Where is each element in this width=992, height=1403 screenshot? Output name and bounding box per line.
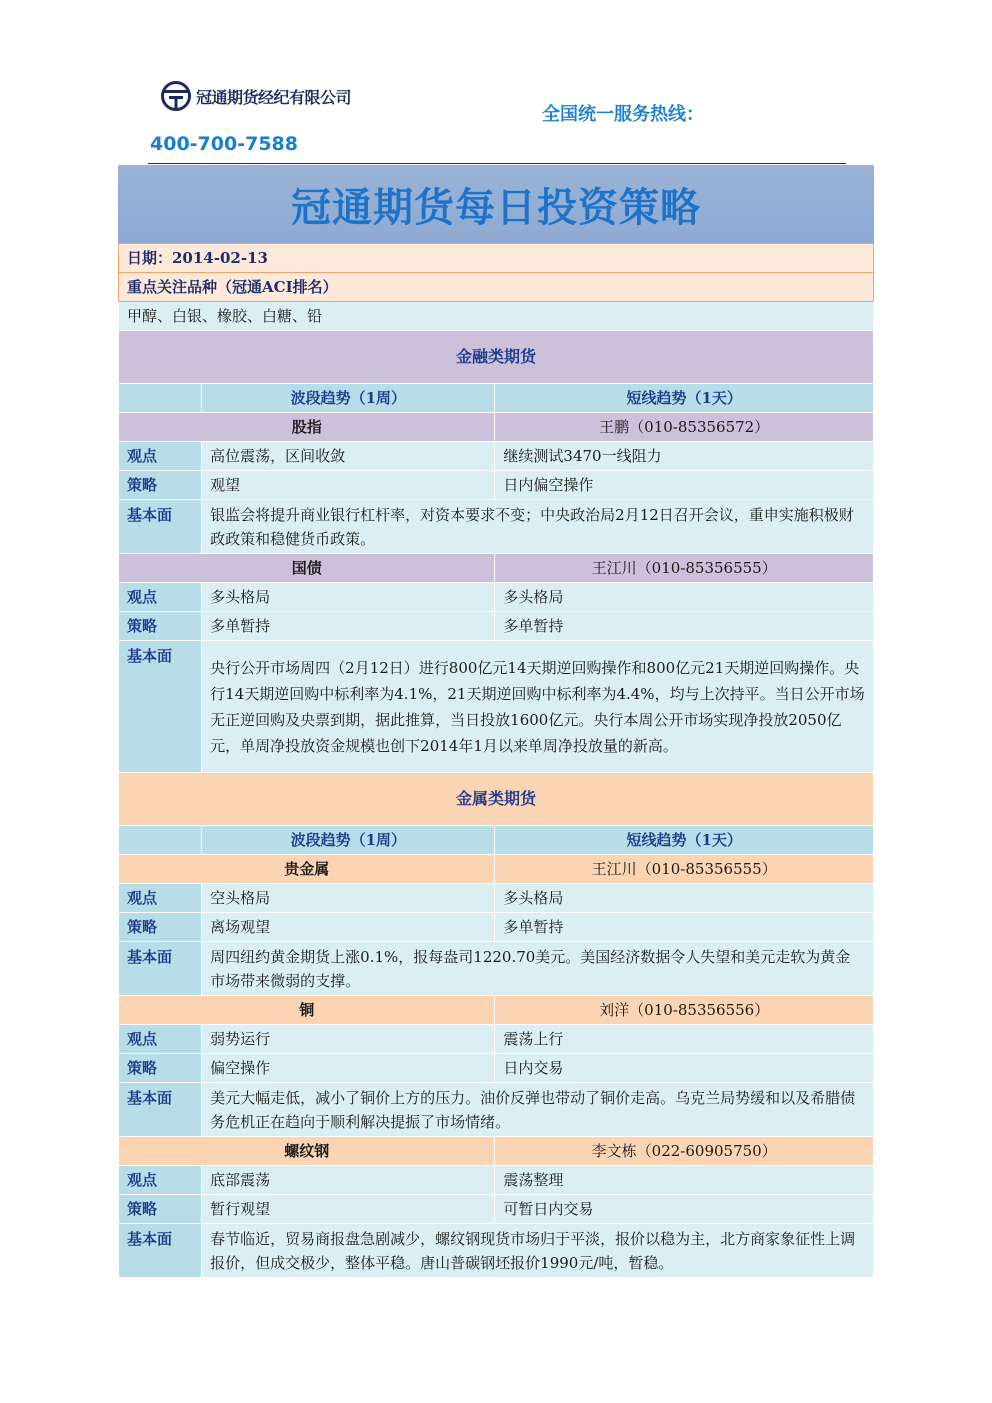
strategy-table — [118, 243, 874, 1278]
trend-header-blank — [119, 826, 202, 855]
strategy-day-treasury: 多单暂持 — [495, 612, 874, 641]
analyst-precious-metals: 王江川（010-85356555） — [495, 855, 874, 884]
strategy-label: 策略 — [119, 471, 202, 500]
strategy-week-treasury: 多单暂持 — [202, 612, 495, 641]
fundamental-precious-metals: 周四纽约黄金期货上涨0.1%，报每盎司1220.70美元。美国经济数据令人失望和美元走软为黄金市场带来微弱的支撑。 — [202, 942, 874, 996]
fundamental-label: 基本面 — [119, 942, 202, 996]
product-name-copper: 铜 — [119, 996, 495, 1025]
hotline-number: 400-700-7588 — [150, 133, 298, 155]
strategy-week-precious-metals: 离场观望 — [202, 913, 495, 942]
view-day-rebar: 震荡整理 — [495, 1166, 874, 1195]
analyst-stock-index: 王鹏（010-85356572） — [495, 413, 874, 442]
view-day-stock-index: 继续测试3470一线阻力 — [495, 442, 874, 471]
company-logo-icon — [160, 80, 192, 112]
company-logo — [160, 80, 375, 114]
view-label: 观点 — [119, 442, 202, 471]
analyst-treasury: 王江川（010-85356555） — [495, 554, 874, 583]
fundamental-treasury: 央行公开市场周四（2月12日）进行800亿元14天期逆回购操作和800亿元21天期逆回购操作。央行14天期逆回购中标利率为4.1%，21天期逆回购中标利率为4.4%，均与上次持平。当日公开市场无正逆回购及央票到期，据此推算，当日投放1600亿元。央行本周公开市场实现净投放2050亿元，单周净投放资金规模也创下2014年1月以来单周净投放量的新高。 — [202, 641, 874, 773]
view-day-treasury: 多头格局 — [495, 583, 874, 612]
view-day-precious-metals: 多头格局 — [495, 884, 874, 913]
view-label: 观点 — [119, 583, 202, 612]
strategy-day-rebar: 可暂日内交易 — [495, 1195, 874, 1224]
section-title-metals: 金属类期货 — [119, 773, 874, 826]
strategy-day-copper: 日内交易 — [495, 1054, 874, 1083]
product-name-treasury: 国债 — [119, 554, 495, 583]
company-name: 冠通期货经纪有限公司 — [196, 88, 352, 107]
trend-week-header: 波段趋势（1周） — [202, 826, 495, 855]
section-title-financial: 金融类期货 — [119, 331, 874, 384]
focus-items: 甲醇、白银、橡胶、白糖、铅 — [119, 302, 874, 331]
header-divider — [148, 163, 846, 164]
view-week-treasury: 多头格局 — [202, 583, 495, 612]
strategy-label: 策略 — [119, 1195, 202, 1224]
view-week-rebar: 底部震荡 — [202, 1166, 495, 1195]
fundamental-label: 基本面 — [119, 1083, 202, 1137]
product-name-stock-index: 股指 — [119, 413, 495, 442]
analyst-copper: 刘洋（010-85356556） — [495, 996, 874, 1025]
product-name-rebar: 螺纹钢 — [119, 1137, 495, 1166]
strategy-week-stock-index: 观望 — [202, 471, 495, 500]
strategy-label: 策略 — [119, 913, 202, 942]
fundamental-stock-index: 银监会将提升商业银行杠杆率，对资本要求不变；中央政治局2月12日召开会议，重申实施积极财政政策和稳健货币政策。 — [202, 500, 874, 554]
strategy-day-precious-metals: 多单暂持 — [495, 913, 874, 942]
view-day-copper: 震荡上行 — [495, 1025, 874, 1054]
trend-day-header: 短线趋势（1天） — [495, 384, 874, 413]
fundamental-copper: 美元大幅走低，减小了铜价上方的压力。油价反弹也带动了铜价走高。乌克兰局势缓和以及希腊债务危机正在趋向于顺利解决提振了市场情绪。 — [202, 1083, 874, 1137]
strategy-week-rebar: 暂行观望 — [202, 1195, 495, 1224]
strategy-label: 策略 — [119, 612, 202, 641]
fundamental-label: 基本面 — [119, 641, 202, 773]
view-week-precious-metals: 空头格局 — [202, 884, 495, 913]
focus-title: 重点关注品种（冠通ACI排名） — [119, 273, 874, 302]
hotline-label: 全国统一服务热线： — [542, 104, 704, 125]
view-label: 观点 — [119, 884, 202, 913]
view-label: 观点 — [119, 1025, 202, 1054]
trend-header-blank — [119, 384, 202, 413]
strategy-label: 策略 — [119, 1054, 202, 1083]
view-week-copper: 弱势运行 — [202, 1025, 495, 1054]
trend-day-header: 短线趋势（1天） — [495, 826, 874, 855]
fundamental-rebar: 春节临近，贸易商报盘急剧减少，螺纹钢现货市场归于平淡，报价以稳为主，北方商家象征性上调报价，但成交极少，整体平稳。唐山普碳钢坯报价1990元/吨，暂稳。 — [202, 1224, 874, 1278]
strategy-document — [118, 165, 874, 1278]
view-label: 观点 — [119, 1166, 202, 1195]
product-name-precious-metals: 贵金属 — [119, 855, 495, 884]
trend-week-header: 波段趋势（1周） — [202, 384, 495, 413]
strategy-week-copper: 偏空操作 — [202, 1054, 495, 1083]
fundamental-label: 基本面 — [119, 1224, 202, 1278]
date-line: 日期：2014-02-13 — [119, 244, 874, 273]
strategy-day-stock-index: 日内偏空操作 — [495, 471, 874, 500]
fundamental-label: 基本面 — [119, 500, 202, 554]
analyst-rebar: 李文栋（022-60905750） — [495, 1137, 874, 1166]
view-week-stock-index: 高位震荡，区间收敛 — [202, 442, 495, 471]
page-title: 冠通期货每日投资策略 — [118, 165, 874, 243]
